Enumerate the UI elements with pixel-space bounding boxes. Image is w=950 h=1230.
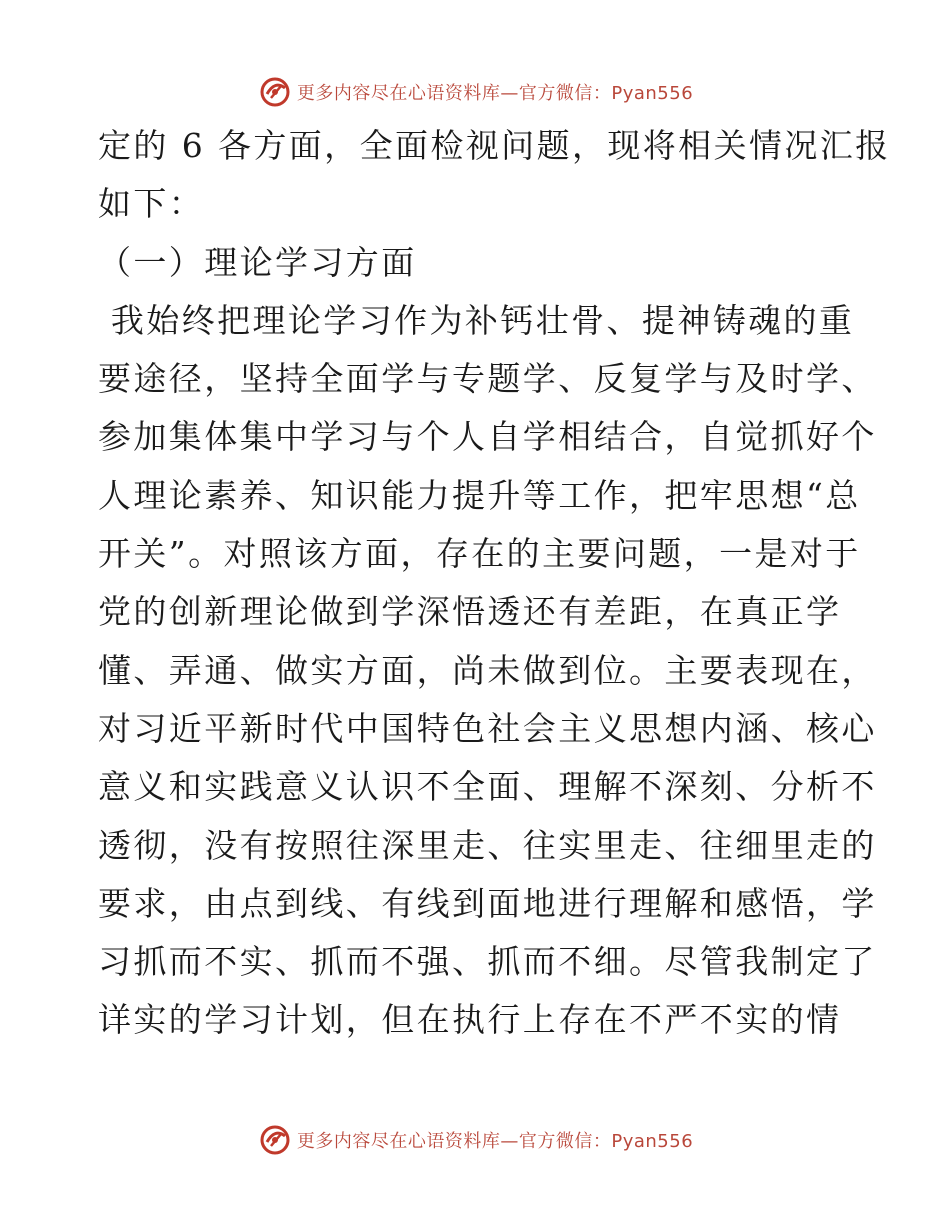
footer-watermark <box>0 1120 950 1160</box>
text-line: 要求，由点到线、有线到面地进行理解和感悟，学 <box>98 883 877 923</box>
text-line: 党的创新理论做到学深悟透还有差距，在真正学 <box>98 592 842 632</box>
text-line: 透彻，没有按照往深里走、往实里走、往细里走的 <box>98 825 877 865</box>
section-heading: （一）理论学习方面 <box>98 242 417 282</box>
text-line: 定的 6 各方面，全面检视问题，现将相关情况汇报 <box>98 126 891 165</box>
document-body <box>98 117 891 1050</box>
text-line: 我始终把理论学习作为补钙壮骨、提神铸魂的重 <box>98 300 855 340</box>
watermark-text: 更多内容尽在心语资料库—官方微信：Pyan556 <box>296 83 694 104</box>
text-line: 懂、弄通、做实方面，尚未做到位。主要表现在， <box>98 650 877 690</box>
text-line: 习抓而不实、抓而不强、抓而不细。尽管我制定了 <box>98 942 877 982</box>
red-swirl-logo-icon <box>257 1122 293 1158</box>
text-line: 如下： <box>98 184 205 224</box>
text-line: 对习近平新时代中国特色社会主义思想内涵、核心 <box>98 708 877 748</box>
text-line: 人理论素养、知识能力提升等工作，把牢思想“总 <box>98 475 861 515</box>
text-line: 要途径，坚持全面学与专题学、反复学与及时学、 <box>98 359 877 399</box>
red-swirl-logo-icon <box>257 74 293 110</box>
watermark-text: 更多内容尽在心语资料库—官方微信：Pyan556 <box>296 1131 694 1152</box>
text-line: 参加集体集中学习与个人自学相结合，自觉抓好个 <box>98 417 877 457</box>
header-watermark <box>0 72 950 112</box>
text-line: 详实的学习计划，但在执行上存在不严不实的情 <box>98 1000 842 1040</box>
text-line: 开关”。对照该方面，存在的主要问题，一是对于 <box>98 534 861 574</box>
text-line: 意义和实践意义认识不全面、理解不深刻、分析不 <box>98 767 877 807</box>
